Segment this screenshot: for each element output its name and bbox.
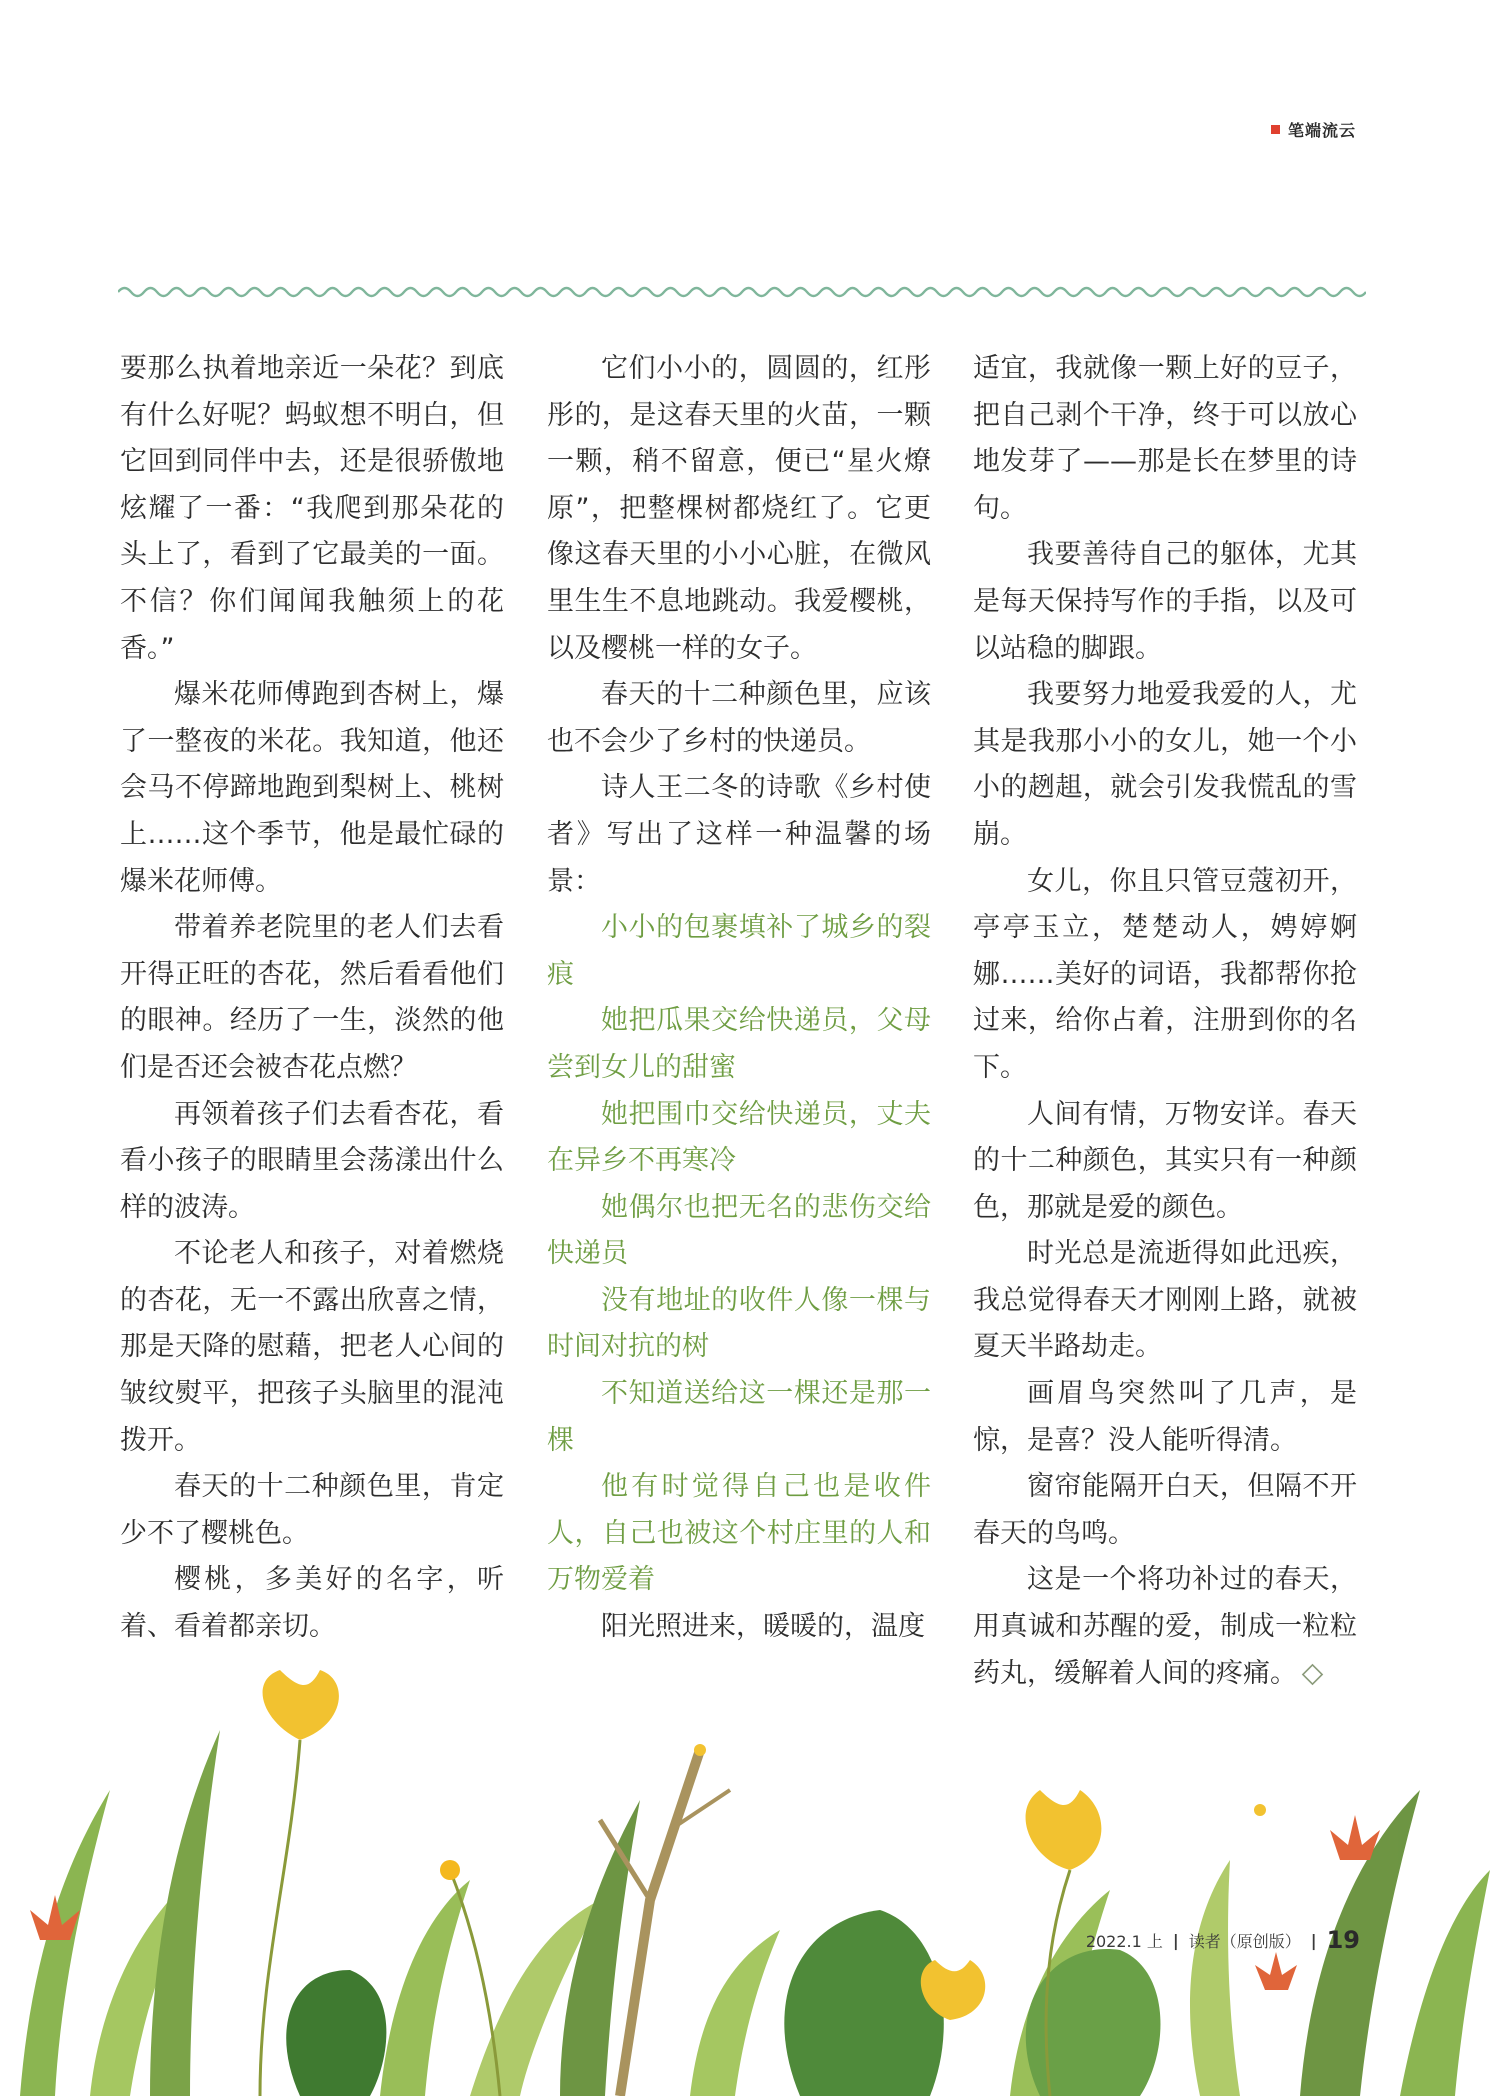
poem-line: 小小的包裹填补了城乡的裂痕: [547, 912, 931, 990]
text-column-3: [973, 346, 1357, 1697]
section-title: 笔端流云: [1287, 121, 1356, 140]
paragraph: 樱桃，多美好的名字，听着、看着都亲切。: [120, 1564, 504, 1643]
poem-line: 不知道送给这一棵还是那一棵: [547, 1378, 931, 1456]
paragraph: 我要善待自己的躯体，尤其是每天保持写作的手指，以及可以站稳的脚跟。: [973, 539, 1357, 664]
poem-line: 她把瓜果交给快递员，父母尝到女儿的甜蜜: [547, 1005, 931, 1083]
section-mark-icon: [1271, 125, 1280, 134]
paragraph: 阳光照进来，暖暖的，温度: [601, 1611, 925, 1643]
paragraph: 人间有情，万物安详。春天的十二种颜色，其实只有一种颜色，那就是爱的颜色。: [973, 1098, 1357, 1223]
poem-line: 她偶尔也把无名的悲伤交给快递员: [547, 1191, 931, 1270]
paragraph: 时光总是流逝得如此迅疾，我总觉得春天才刚刚上路，就被夏天半路劫走。: [973, 1238, 1357, 1363]
text-column-1: [120, 346, 504, 1651]
plant-illustration: [0, 1670, 1500, 2096]
magazine-name: 读者（原创版）: [1188, 1931, 1301, 1951]
paragraph: 它们小小的，圆圆的，红彤彤的，是这春天里的火苗，一颗一颗，稍不留意，便已“星火燎原”，把整棵树都烧红了。它更像这春天里的小小心脏，在微风里生生不息地跳动。我爱樱桃，以及樱桃一样的女子。: [547, 353, 931, 664]
paragraph: 我要努力地爱我爱的人，尤其是我那小小的女儿，她一个小小的趔趄，就会引发我慌乱的雪崩。: [973, 679, 1357, 850]
paragraph: 窗帘能隔开白天，但隔不开春天的鸟鸣。: [973, 1471, 1357, 1549]
paragraph: 春天的十二种颜色里，应该也不会少了乡村的快递员。: [547, 679, 931, 757]
paragraph: 春天的十二种颜色里，肯定少不了樱桃色。: [120, 1471, 504, 1549]
section-tag: [1271, 118, 1356, 141]
paragraph: 要那么执着地亲近一朵花？到底有什么好呢？蚂蚁想不明白，但它回到同伴中去，还是很骄傲地炫耀了一番：“我爬到那朵花的头上了，看到了它最美的一面。不信？你们闻闻我触须上的花香。”: [120, 353, 504, 664]
text-column-2: [547, 346, 931, 1651]
paragraph-text: 这是一个将功补过的春天，用真诚和苏醒的爱，制成一粒粒药丸，缓解着人间的疼痛。: [973, 1564, 1357, 1689]
paragraph: 诗人王二冬的诗歌《乡村使者》写出了这样一种温馨的场景：: [547, 772, 931, 897]
page-number: 19: [1326, 1926, 1360, 1954]
poem-line: 他有时觉得自己也是收件人，自己也被这个村庄里的人和万物爱着: [547, 1471, 931, 1596]
separator-icon: |: [1172, 1930, 1179, 1950]
paragraph: 女儿，你且只管豆蔻初开，亭亭玉立，楚楚动人，娉婷婀娜……美好的词语，我都帮你抢过来，给你占着，注册到你的名下。: [973, 865, 1357, 1083]
paragraph: 带着养老院里的老人们去看开得正旺的杏花，然后看看他们的眼神。经历了一生，淡然的他们是否还会被杏花点燃？: [120, 912, 504, 1083]
paragraph: 画眉鸟突然叫了几声，是惊，是喜？没人能听得清。: [973, 1378, 1357, 1456]
paragraph: 适宜，我就像一颗上好的豆子，把自己剥个干净，终于可以放心地发芽了——那是长在梦里的诗句。: [973, 353, 1357, 524]
issue-label: 2022.1 上: [1085, 1931, 1163, 1951]
wavy-divider: [118, 280, 1366, 304]
poem-line: 她把围巾交给快递员，丈夫在异乡不再寒冷: [547, 1098, 931, 1177]
poem-line: 没有地址的收件人像一棵与时间对抗的树: [547, 1284, 931, 1363]
paragraph: 爆米花师傅跑到杏树上，爆了一整夜的米花。我知道，他还会马不停蹄地跑到梨树上、桃树上……这个季节，他是最忙碌的爆米花师傅。: [120, 679, 504, 897]
paragraph: 不论老人和孩子，对着燃烧的杏花，无一不露出欣喜之情，那是天降的慰藉，把老人心间的皱纹熨平，把孩子头脑里的混沌拨开。: [120, 1238, 504, 1456]
orange-flowers: [30, 1815, 1380, 1990]
paragraph: 再领着孩子们去看杏花，看看小孩子的眼睛里会荡漾出什么样的波涛。: [120, 1098, 504, 1223]
page-footer: [1086, 1926, 1360, 1954]
grass-blades: [20, 1730, 1490, 2096]
separator-icon: |: [1310, 1930, 1317, 1950]
